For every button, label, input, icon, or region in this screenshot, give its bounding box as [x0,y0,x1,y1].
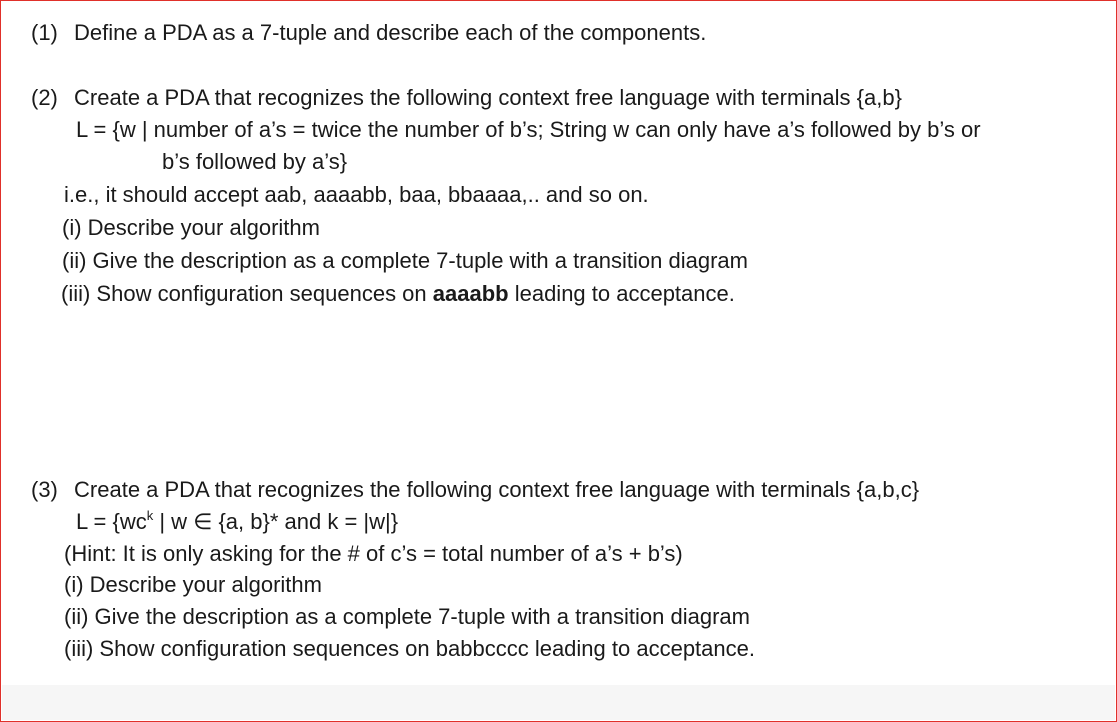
question-2-part-ii: (ii) Give the description as a complete 7-tuple with a transition diagram [62,248,748,273]
question-1 [31,16,706,49]
question-3-language-exponent: k [146,508,154,523]
question-2-language-line-2: b’s followed by a’s} [162,149,348,174]
question-3-part-i: (i) Describe your algorithm [64,572,322,597]
question-2-intro: Create a PDA that recognizes the following context free language with terminals {a,b} [74,85,902,110]
question-3-intro: Create a PDA that recognizes the following context free language with terminals {a,b,c} [74,477,920,502]
question-3-language [76,505,398,538]
question-2-language-line-1: L = {w | number of a’s = twice the number of b’s; String w can only have a’s followed by b’s or [76,117,981,142]
page-bottom-strip [2,685,1115,720]
question-3-language-prefix: L = {wc [76,509,147,534]
question-3-intro-clip [31,471,1091,504]
question-1-text: Define a PDA as a 7-tuple and describe each of the components. [74,20,707,45]
question-2-part-iii-suffix: leading to acceptance. [508,282,735,306]
question-2-number: (2) [31,85,58,110]
question-3-intro-line [31,473,919,504]
question-1-number: (1) [31,20,58,45]
question-3-number: (3) [31,477,58,502]
question-2-part-iii-prefix: (iii) Show configuration sequences on [61,282,433,306]
question-2-intro-line [31,81,902,114]
question-2-examples: i.e., it should accept aab, aaaabb, baa, bbaaaa,.. and so on. [64,182,649,207]
question-3-hint: (Hint: It is only asking for the # of c’s = total number of a’s + b’s) [64,541,683,566]
question-3-part-iii: (iii) Show configuration sequences on babbcccc leading to acceptance. [64,636,755,661]
question-2-part-iii-input: aaaabb [432,282,509,306]
question-2-part-iii [61,282,821,306]
question-3-language-suffix: | w ∈ {a, b}* and k = |w|} [153,509,399,534]
question-2-part-i: (i) Describe your algorithm [62,215,320,240]
question-3-part-ii: (ii) Give the description as a complete 7-tuple with a transition diagram [64,604,750,629]
question-2-part-iii-clip [61,282,821,306]
